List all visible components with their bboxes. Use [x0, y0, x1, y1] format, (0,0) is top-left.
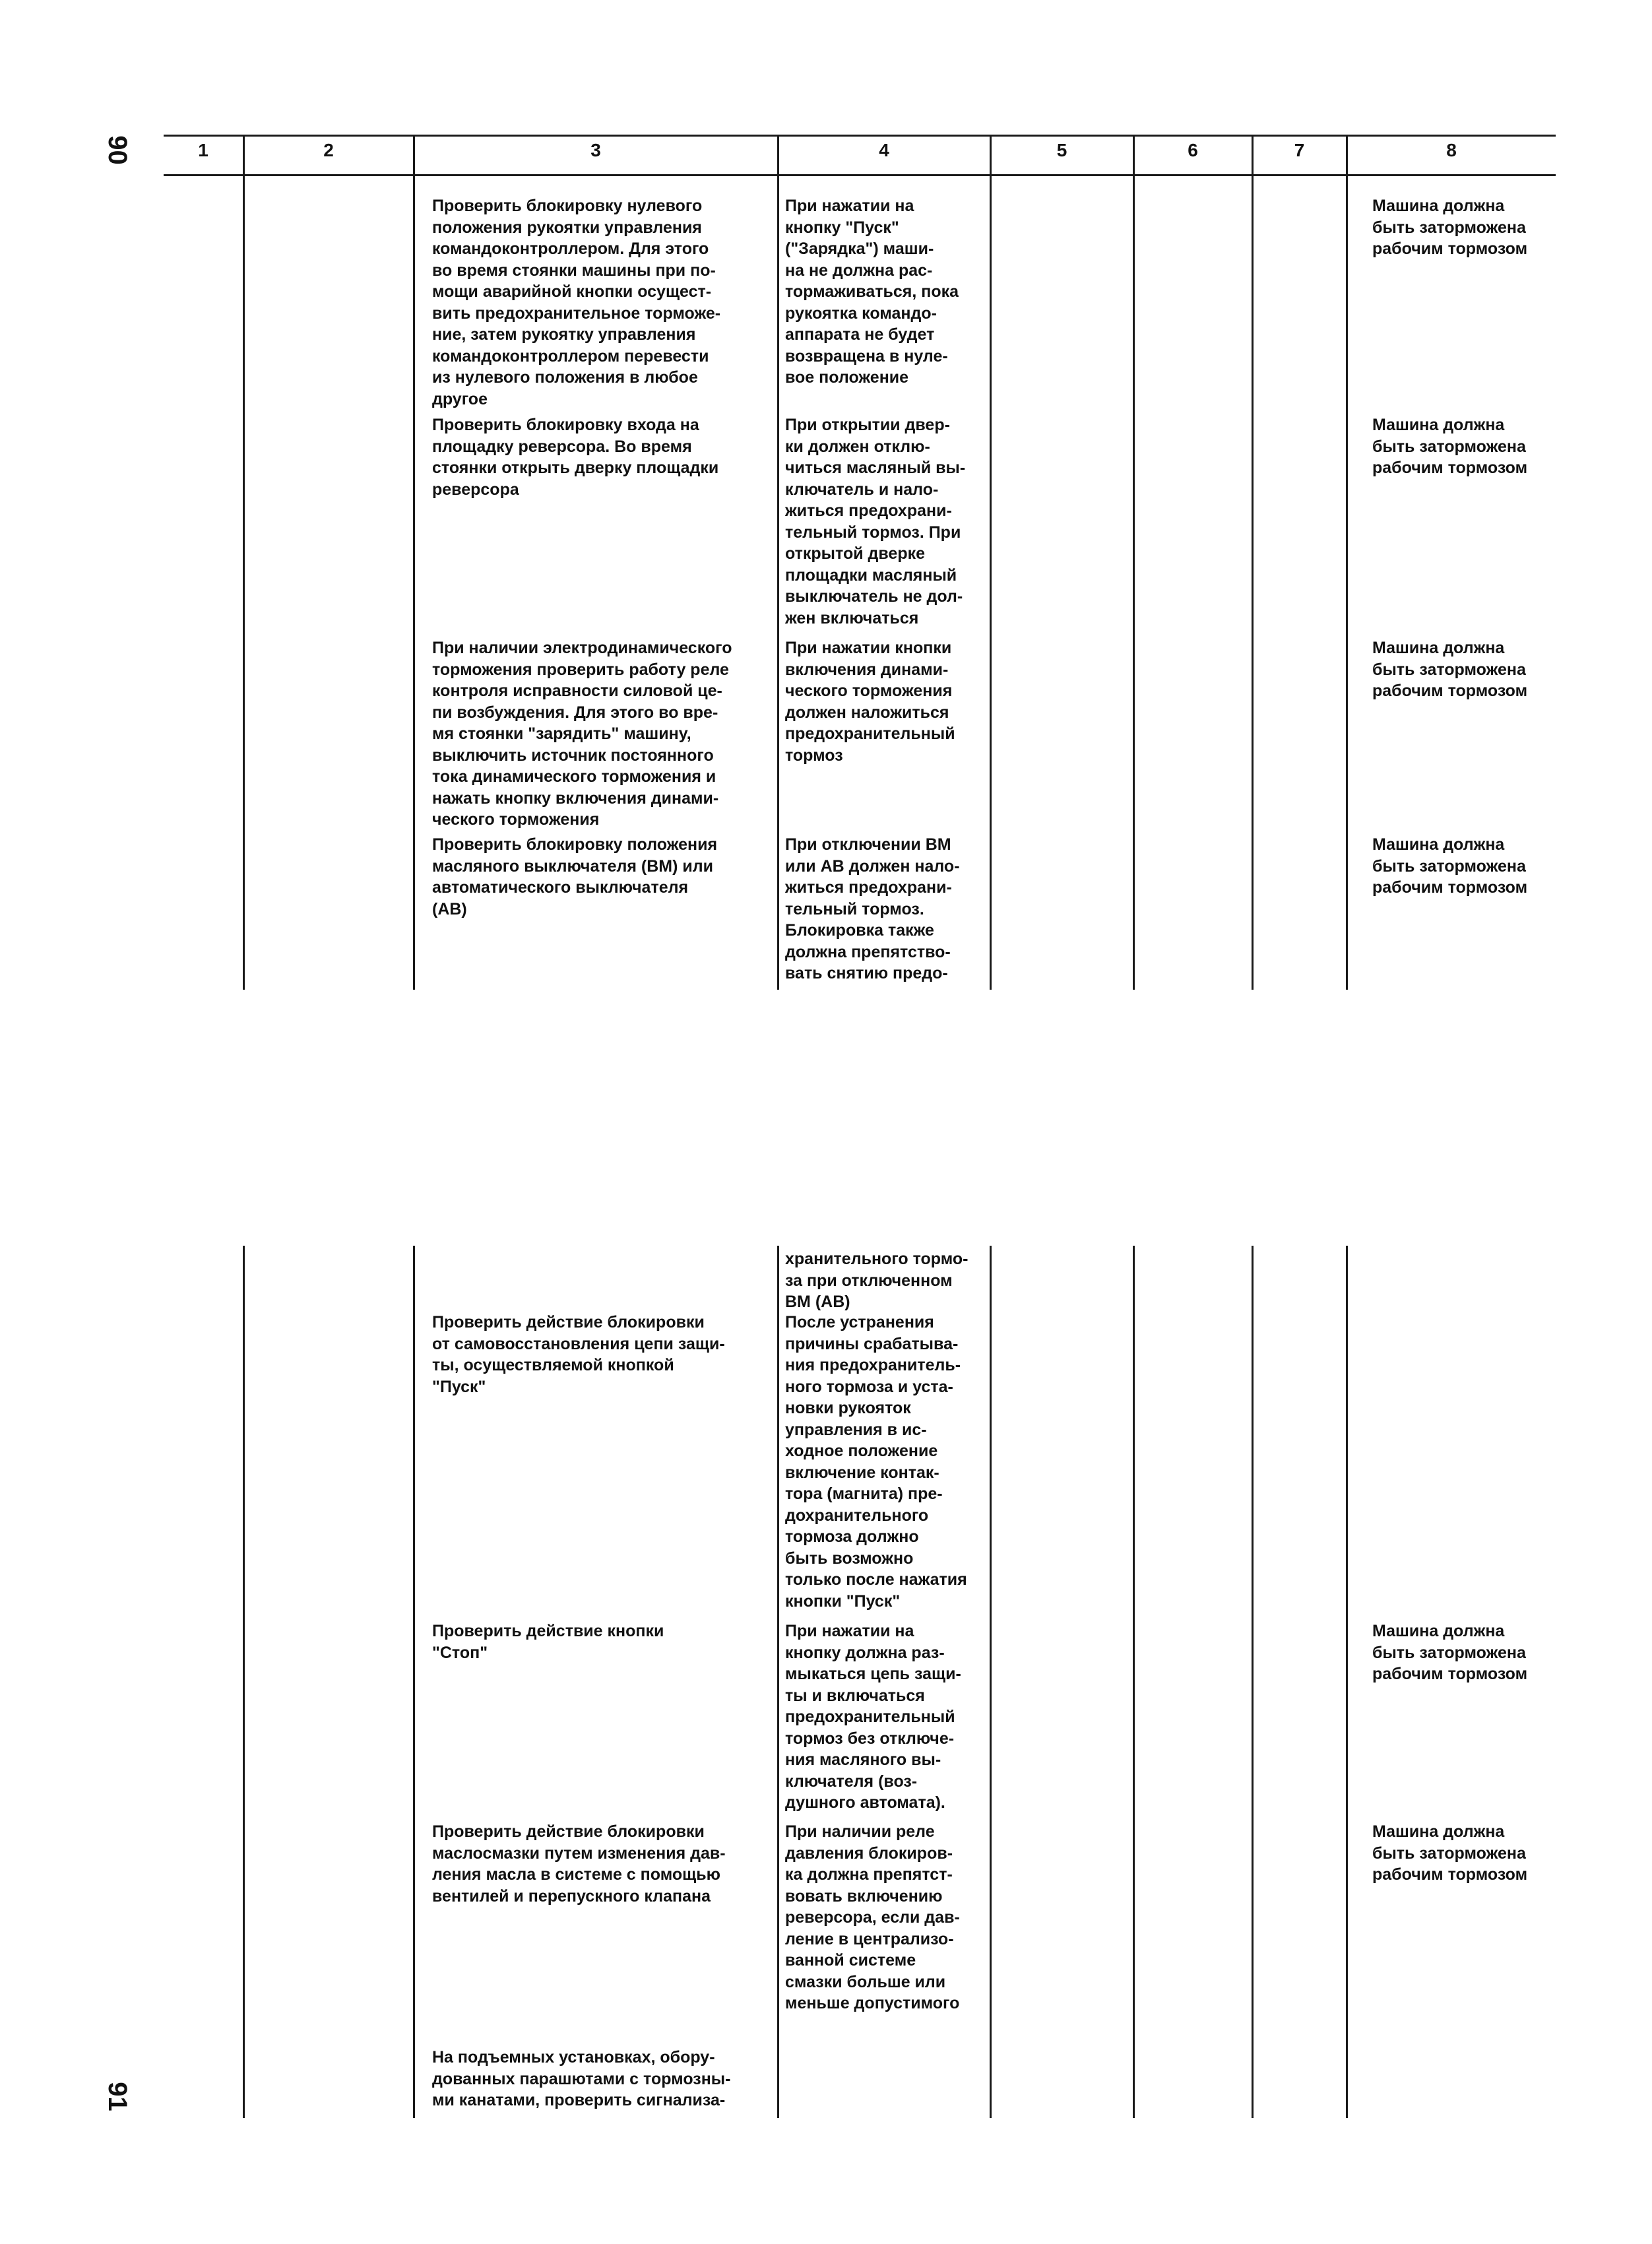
note-reverser-door-lock: Машина должна быть заторможена рабочим тормозом [1372, 416, 1528, 477]
result-reverser-door-lock: При открытии двер- ки должен отклю- читься масляный вы- ключатель и нало- житься предохрани- тельный тормоз. При открытой дверке площадки масляный выключатель не дол- жен включаться [785, 416, 966, 627]
header-col-1: 1 [198, 140, 208, 160]
header-col-5: 5 [1056, 140, 1067, 160]
col-divider-5-6 [1133, 135, 1135, 990]
col-divider-6-7 [1252, 135, 1254, 990]
check-parachute-signaling: На подъемных установках, обору- дованных парашютами с тормозны- ми канатами, проверить сигнализа- [432, 2048, 731, 2109]
result-self-restore-lock: После устранения причины срабатыва- ния предохранитель- ного тормоза и уста- новки рукояток управления в ис- ходное положение включение контак- тора (магнита) пре- дохранительного тормоза должно быть возможно только после нажатия кнопки "Пуск" [785, 1313, 967, 1611]
col-divider-2-3 [413, 135, 415, 990]
col-divider-7-8 [1346, 135, 1348, 990]
lower-col-divider-1-2 [243, 1246, 245, 2118]
result-breaker-position-lock-continued: хранительного тормо- за при отключенном ВМ (АВ) [785, 1250, 969, 1311]
lower-col-divider-5-6 [1133, 1246, 1135, 2118]
result-breaker-position-lock: При отключении ВМ или АВ должен нало- житься предохрани- тельный тормоз. Блокировка также должна препятство- вать снятию предо- [785, 835, 960, 982]
note-zero-position-lock: Машина должна быть заторможена рабочим тормозом [1372, 197, 1528, 258]
header-col-7: 7 [1294, 140, 1305, 160]
lower-col-divider-3-4 [777, 1246, 779, 2118]
lower-col-divider-2-3 [413, 1246, 415, 2118]
header-col-3: 3 [590, 140, 601, 160]
page-number-top: 90 [102, 135, 132, 165]
check-zero-position-lock: Проверить блокировку нулевого положения рукоятки управления командоконтроллером. Для этого во время стоянки машины при по- мощи аварийной кнопки осущест- вить предохранительное торможе- ние, затем рукоятку управления командоконтроллером перевести из нулевого положения в любое другое [432, 197, 721, 408]
check-stop-button: Проверить действие кнопки "Стоп" [432, 1622, 664, 1662]
result-stop-button: При нажатии на кнопку должна раз- мыкаться цепь защи- ты и включаться предохранительный тормоз без отключе- ния масляного вы- ключателя (воз- душного автомата). [785, 1622, 961, 1812]
header-col-2: 2 [323, 140, 334, 160]
col-divider-1-2 [243, 135, 245, 990]
result-lubrication-lock: При наличии реле давления блокиров- ка должна препятст- вовать включению реверсора, если дав- ление в централизо- ванной системе смазки больше или меньше допустимого [785, 1822, 960, 2012]
note-stop-button: Машина должна быть заторможена рабочим тормозом [1372, 1622, 1528, 1683]
note-breaker-position-lock: Машина должна быть заторможена рабочим тормозом [1372, 835, 1528, 897]
check-breaker-position-lock: Проверить блокировку положения масляного выключателя (ВМ) или автоматического выключателя (АВ) [432, 835, 718, 918]
note-dynamic-braking-relay: Машина должна быть заторможена рабочим тормозом [1372, 639, 1528, 700]
header-col-8: 8 [1446, 140, 1457, 160]
check-lubrication-lock: Проверить действие блокировки маслосмазки путем изменения дав- ления масла в системе с помощью вентилей и перепускного клапана [432, 1822, 726, 1906]
check-dynamic-braking-relay: При наличии электродинамического торможения проверить работу реле контроля исправности силовой це- пи возбуждения. Для этого во вре- мя стоянки "зарядить" машину, выключить источник постоянного тока динамического торможения и нажать кнопку включения динами- ческого торможения [432, 639, 732, 829]
result-zero-position-lock: При нажатии на кнопку "Пуск" ("Зарядка") маши- на не должна рас- тормаживаться, пока рукоятка командо- аппарата не будет возвращена в нуле- вое положение [785, 197, 959, 387]
note-lubrication-lock: Машина должна быть заторможена рабочим тормозом [1372, 1822, 1528, 1884]
check-self-restore-lock: Проверить действие блокировки от самовосстановления цепи защи- ты, осуществляемой кнопкой "Пуск" [432, 1313, 725, 1396]
header-col-4: 4 [879, 140, 889, 160]
col-divider-4-5 [990, 135, 992, 990]
page-number-bottom: 91 [102, 2082, 132, 2111]
result-dynamic-braking-relay: При нажатии кнопки включения динами- ческого торможения должен наложиться предохранительный тормоз [785, 639, 955, 765]
lower-col-divider-6-7 [1252, 1246, 1254, 2118]
col-divider-3-4 [777, 135, 779, 990]
lower-col-divider-4-5 [990, 1246, 992, 2118]
header-col-6: 6 [1188, 140, 1198, 160]
check-reverser-door-lock: Проверить блокировку входа на площадку реверсора. Во время стоянки открыть дверку площадки реверсора [432, 416, 719, 499]
lower-col-divider-7-8 [1346, 1246, 1348, 2118]
